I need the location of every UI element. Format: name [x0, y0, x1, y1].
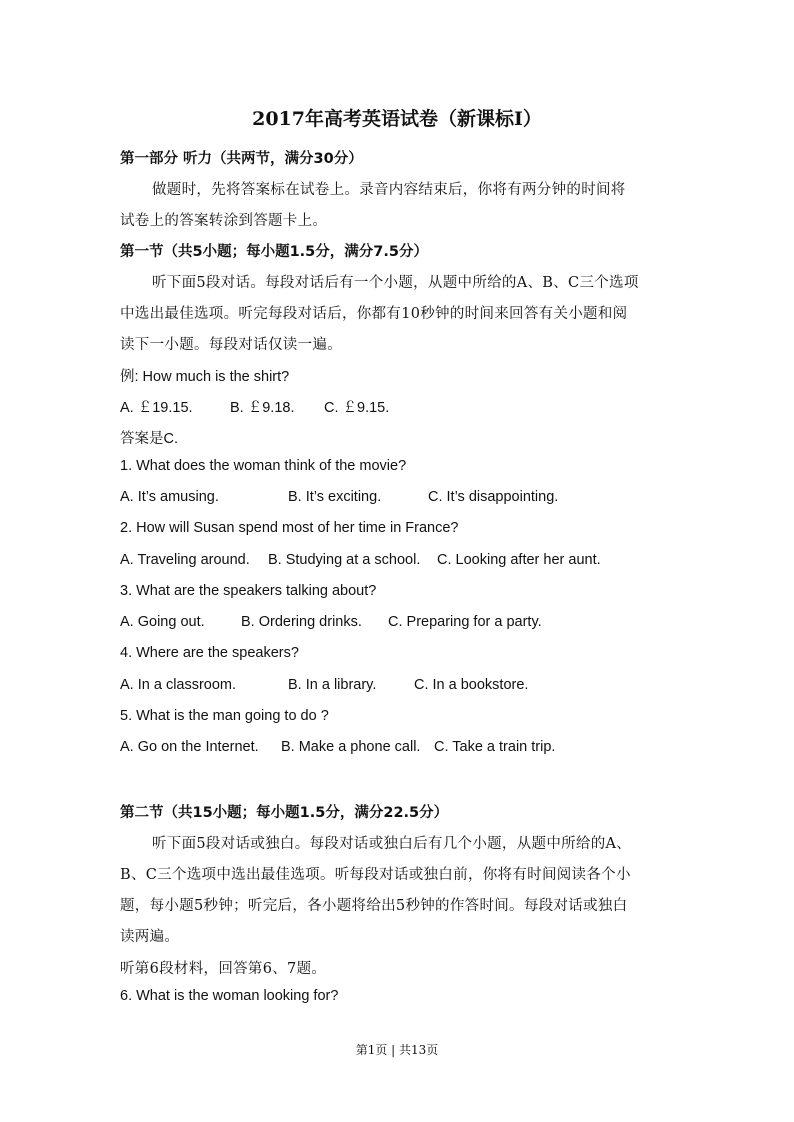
- question-2: 2. How will Susan spend most of her time in France?: [120, 520, 459, 536]
- question-6: 6. What is the woman looking for?: [120, 988, 339, 1004]
- question-2-option-b: B. Studying at a school.: [268, 552, 421, 568]
- question-2-option-c: C. Looking after her aunt.: [437, 552, 601, 568]
- material-note: 听第6段材料，回答第6、7题。: [120, 961, 327, 977]
- question-3: 3. What are the speakers talking about?: [120, 583, 377, 599]
- example-option-b: B. ￡9.18.: [230, 400, 295, 416]
- question-1-option-a: A. It’s amusing.: [120, 489, 219, 505]
- question-5: 5. What is the man going to do ?: [120, 708, 329, 724]
- section1-intro-line2: 中选出最佳选项。听完每段对话后，你都有10秒钟的时间来回答有关小题和阅: [120, 306, 628, 322]
- page-footer: 第1页 | 共13页: [355, 1043, 439, 1057]
- question-1-option-c: C. It’s disappointing.: [428, 489, 559, 505]
- section2-intro-line4: 读两遍。: [120, 929, 180, 945]
- question-4-option-a: A. In a classroom.: [120, 677, 237, 693]
- section1-heading: 第一节（共5小题；每小题1.5分，满分7.5分）: [120, 244, 428, 260]
- question-5-option-c: C. Take a train trip.: [434, 739, 556, 755]
- question-3-option-b: B. Ordering drinks.: [241, 614, 362, 630]
- section2-intro-line3: 题，每小题5秒钟；听完后，各小题将给出5秒钟的作答时间。每段对话或独白: [120, 898, 628, 914]
- part1-heading: 第一部分 听力（共两节，满分30分）: [120, 151, 363, 167]
- part1-intro-line1: 做题时，先将答案标在试卷上。录音内容结束后，你将有两分钟的时间将: [152, 182, 626, 198]
- example-question: 例: How much is the shirt?: [120, 369, 290, 385]
- section1-intro-line3: 读下一小题。每段对话仅读一遍。: [120, 337, 342, 353]
- question-4-option-c: C. In a bookstore.: [414, 677, 529, 693]
- example-option-c: C. ￡9.15.: [324, 400, 390, 416]
- question-2-option-a: A. Traveling around.: [120, 552, 250, 568]
- question-3-option-c: C. Preparing for a party.: [388, 614, 542, 630]
- section1-intro-line1: 听下面5段对话。每段对话后有一个小题，从题中所给的A、B、C三个选项: [152, 275, 639, 291]
- section2-intro-line2: B、C三个选项中选出最佳选项。听每段对话或独白前，你将有时间阅读各个小: [120, 867, 631, 883]
- section2-intro-line1: 听下面5段对话或独白。每段对话或独白后有几个小题，从题中所给的A、: [152, 836, 632, 852]
- question-1: 1. What does the woman think of the movie?: [120, 458, 407, 474]
- question-5-option-b: B. Make a phone call.: [281, 739, 421, 755]
- example-option-a: A. ￡19.15.: [120, 400, 193, 416]
- part1-intro-line2: 试卷上的答案转涂到答题卡上。: [120, 213, 328, 229]
- question-1-option-b: B. It’s exciting.: [288, 489, 382, 505]
- exam-title: 2017年高考英语试卷（新课标Ⅰ）: [252, 108, 542, 130]
- question-4-option-b: B. In a library.: [288, 677, 377, 693]
- question-3-option-a: A. Going out.: [120, 614, 205, 630]
- example-answer: 答案是C.: [120, 431, 178, 447]
- question-5-option-a: A. Go on the Internet.: [120, 739, 259, 755]
- section2-heading: 第二节（共15小题；每小题1.5分，满分22.5分）: [120, 805, 449, 821]
- question-4: 4. Where are the speakers?: [120, 645, 299, 661]
